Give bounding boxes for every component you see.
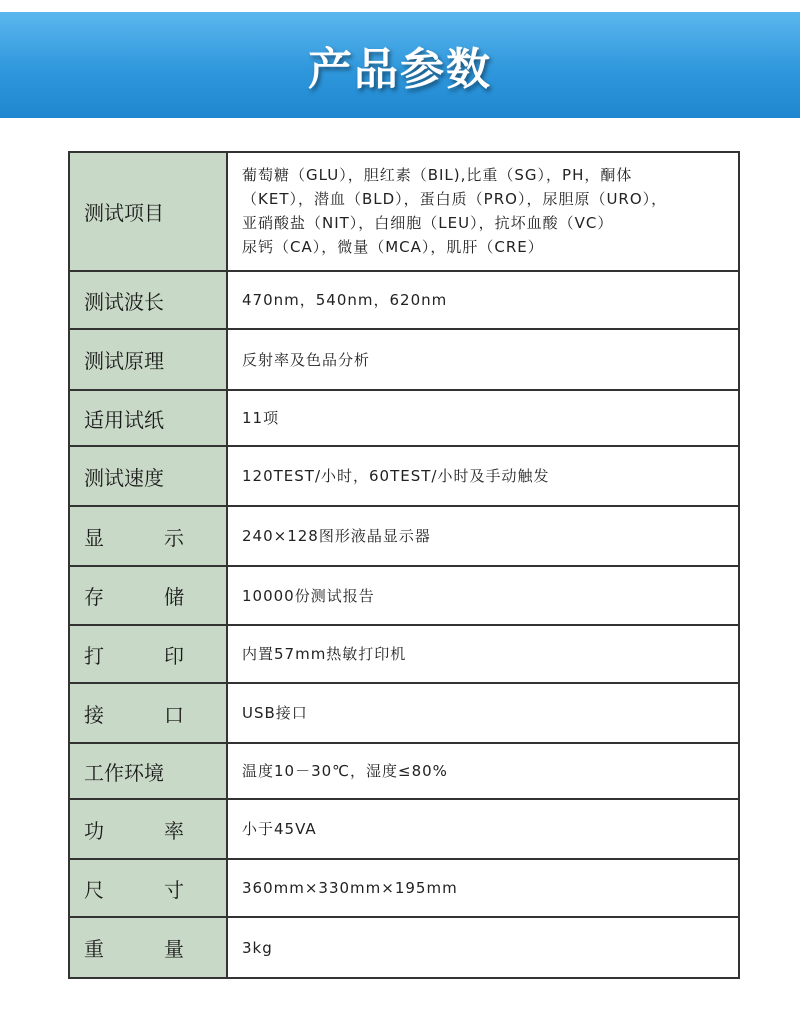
spec-label-char: 率	[164, 818, 184, 843]
spec-value-cell	[227, 152, 739, 271]
spec-label-cell	[69, 917, 227, 978]
spec-label-char: 口	[164, 702, 184, 727]
header-banner	[0, 12, 800, 118]
spec-value: 温度10－30℃，湿度≤80%	[242, 762, 448, 780]
spec-label-cell	[69, 390, 227, 446]
spec-label-char: 存	[84, 585, 104, 609]
spec-value: USB接口	[242, 704, 308, 722]
spec-row	[69, 743, 739, 799]
spec-value: 470nm，540nm，620nm	[242, 291, 448, 309]
spec-value: 240×128图形液晶显示器	[242, 527, 431, 545]
spec-value-line: （KET），潜血（BLD），蛋白质（PRO），尿胆原（URO），	[242, 189, 668, 208]
spec-value-cell	[227, 625, 739, 683]
spec-label-cell	[69, 566, 227, 625]
spec-row	[69, 390, 739, 446]
spec-label-char: 量	[164, 937, 184, 961]
spec-label-cell	[69, 329, 227, 390]
spec-value-cell	[227, 683, 739, 743]
spec-label-cell	[69, 271, 227, 329]
spec-label-cell	[69, 152, 227, 271]
spec-value-cell	[227, 859, 739, 917]
spec-label	[84, 581, 184, 610]
spec-label	[84, 640, 184, 669]
spec-value-cell	[227, 799, 739, 859]
spec-label: 测试原理	[84, 349, 164, 373]
spec-value: 360mm×330mm×195mm	[242, 879, 458, 897]
spec-label-char: 接	[84, 702, 104, 727]
spec-value-cell	[227, 271, 739, 329]
spec-value-line: 尿钙（CA），微量（MCA），肌肝（CRE）	[242, 237, 544, 256]
spec-value-line: 亚硝酸盐（NIT），白细胞（LEU），抗坏血酸（VC）	[242, 213, 614, 232]
spec-value-cell	[227, 566, 739, 625]
spec-label-cell	[69, 446, 227, 506]
spec-row	[69, 683, 739, 743]
spec-label-char: 储	[164, 585, 184, 609]
spec-label-cell	[69, 683, 227, 743]
spec-label-cell	[69, 799, 227, 859]
spec-value: 反射率及色品分析	[242, 350, 371, 369]
spec-label: 工作环境	[84, 760, 164, 785]
spec-label-char: 寸	[164, 877, 184, 902]
spec-value: 内置57mm热敏打印机	[242, 645, 407, 663]
spec-value: 11项	[242, 409, 280, 427]
spec-label	[84, 933, 184, 962]
spec-label-char: 示	[164, 525, 184, 550]
spec-value-lines	[242, 157, 730, 267]
spec-table	[68, 151, 740, 979]
spec-value-cell	[227, 390, 739, 446]
spec-row	[69, 271, 739, 329]
spec-row	[69, 625, 739, 683]
spec-row	[69, 917, 739, 978]
spec-row	[69, 859, 739, 917]
spec-row	[69, 329, 739, 390]
spec-value-cell	[227, 446, 739, 506]
spec-value: 120TEST/小时，60TEST/小时及手动触发	[242, 467, 550, 485]
spec-label-char: 显	[84, 525, 104, 550]
spec-value: 3kg	[242, 938, 273, 957]
spec-label: 测试项目	[84, 201, 164, 225]
spec-label: 测试波长	[84, 289, 164, 314]
spec-value-cell	[227, 329, 739, 390]
spec-label-char: 打	[84, 643, 104, 668]
spec-label-char: 功	[84, 818, 104, 843]
spec-label	[84, 522, 184, 551]
spec-label: 适用试纸	[84, 407, 164, 432]
spec-value-cell	[227, 743, 739, 799]
spec-label-cell	[69, 859, 227, 917]
spec-row	[69, 506, 739, 566]
spec-value: 小于45VA	[242, 820, 317, 838]
spec-label	[84, 815, 184, 844]
spec-value-line: 葡萄糖（GLU），胆红素（BIL),比重（SG），PH，酮体	[242, 165, 633, 184]
page-title: 产品参数	[308, 44, 492, 95]
spec-row	[69, 446, 739, 506]
spec-value-cell	[227, 917, 739, 978]
spec-label-char: 重	[84, 937, 104, 961]
spec-label-char: 尺	[84, 877, 104, 902]
spec-row	[69, 152, 739, 271]
spec-row	[69, 799, 739, 859]
spec-label	[84, 874, 184, 903]
spec-label: 测试速度	[84, 465, 164, 490]
spec-label	[84, 699, 184, 728]
spec-label-cell	[69, 625, 227, 683]
spec-value-cell	[227, 506, 739, 566]
spec-label-cell	[69, 506, 227, 566]
spec-value: 10000份测试报告	[242, 586, 375, 605]
spec-row	[69, 566, 739, 625]
spec-label-cell	[69, 743, 227, 799]
spec-label-char: 印	[164, 643, 184, 668]
